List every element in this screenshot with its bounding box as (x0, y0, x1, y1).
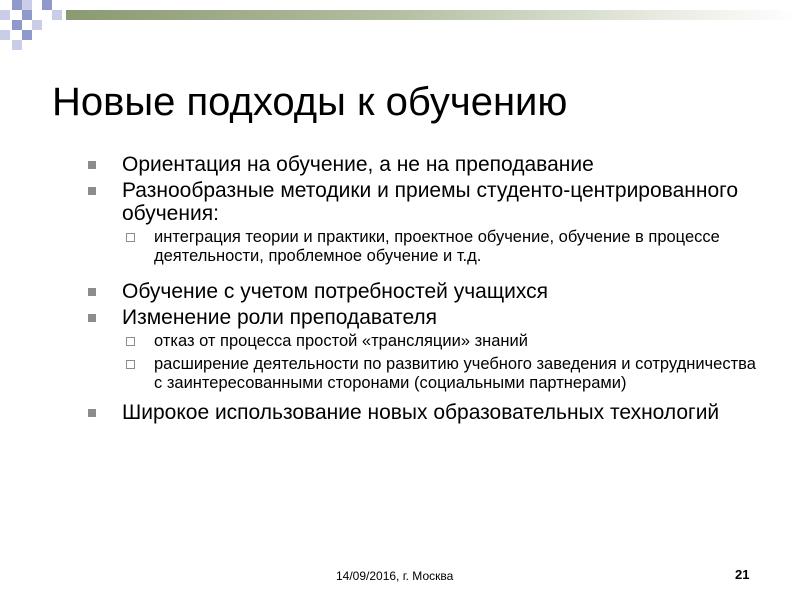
sub-list-item (86, 355, 766, 393)
sub-list-item (86, 228, 766, 266)
bullet-list (86, 153, 766, 427)
list-item (86, 153, 766, 176)
square-bullet-icon (88, 187, 96, 195)
list-item-text: Широкое использование новых образовательных технологий (122, 401, 720, 424)
list-item (86, 401, 766, 424)
sub-list-item-text: отказ от процесса простой «трансляции» знаний (154, 332, 528, 350)
list-item-text: Разнообразные методики и приемы студенто-центрированного обучения: (122, 179, 739, 225)
list-item-text: Изменение роли преподавателя (122, 306, 438, 329)
list-item (86, 280, 766, 303)
list-item-text: Ориентация на обучение, а не на преподавание (122, 153, 594, 176)
list-item (86, 306, 766, 329)
square-bullet-icon (88, 288, 96, 296)
hollow-square-bullet-icon (126, 337, 135, 346)
footer-date-location: 14/09/2016, г. Москва (336, 569, 454, 583)
header-gradient-bar (66, 10, 800, 20)
square-bullet-icon (88, 409, 96, 417)
square-bullet-icon (88, 161, 96, 169)
hollow-square-bullet-icon (126, 233, 135, 242)
sub-list-item (86, 332, 766, 351)
list-item-text: Обучение с учетом потребностей учащихся (122, 280, 548, 303)
square-bullet-icon (88, 314, 96, 322)
list-item (86, 179, 766, 225)
page-number: 21 (735, 567, 750, 582)
hollow-square-bullet-icon (126, 360, 135, 369)
slide-title: Новые подходы к обучению (52, 80, 568, 124)
sub-list-item-text: интеграция теории и практики, проектное обучение, обучение в процессе деятельности, проблемное обучение и т.д. (154, 228, 720, 265)
sub-list-item-text: расширение деятельности по развитию учебного заведения и сотрудничества с заинтересованными сторонами (социальными партнерами) (154, 355, 756, 392)
